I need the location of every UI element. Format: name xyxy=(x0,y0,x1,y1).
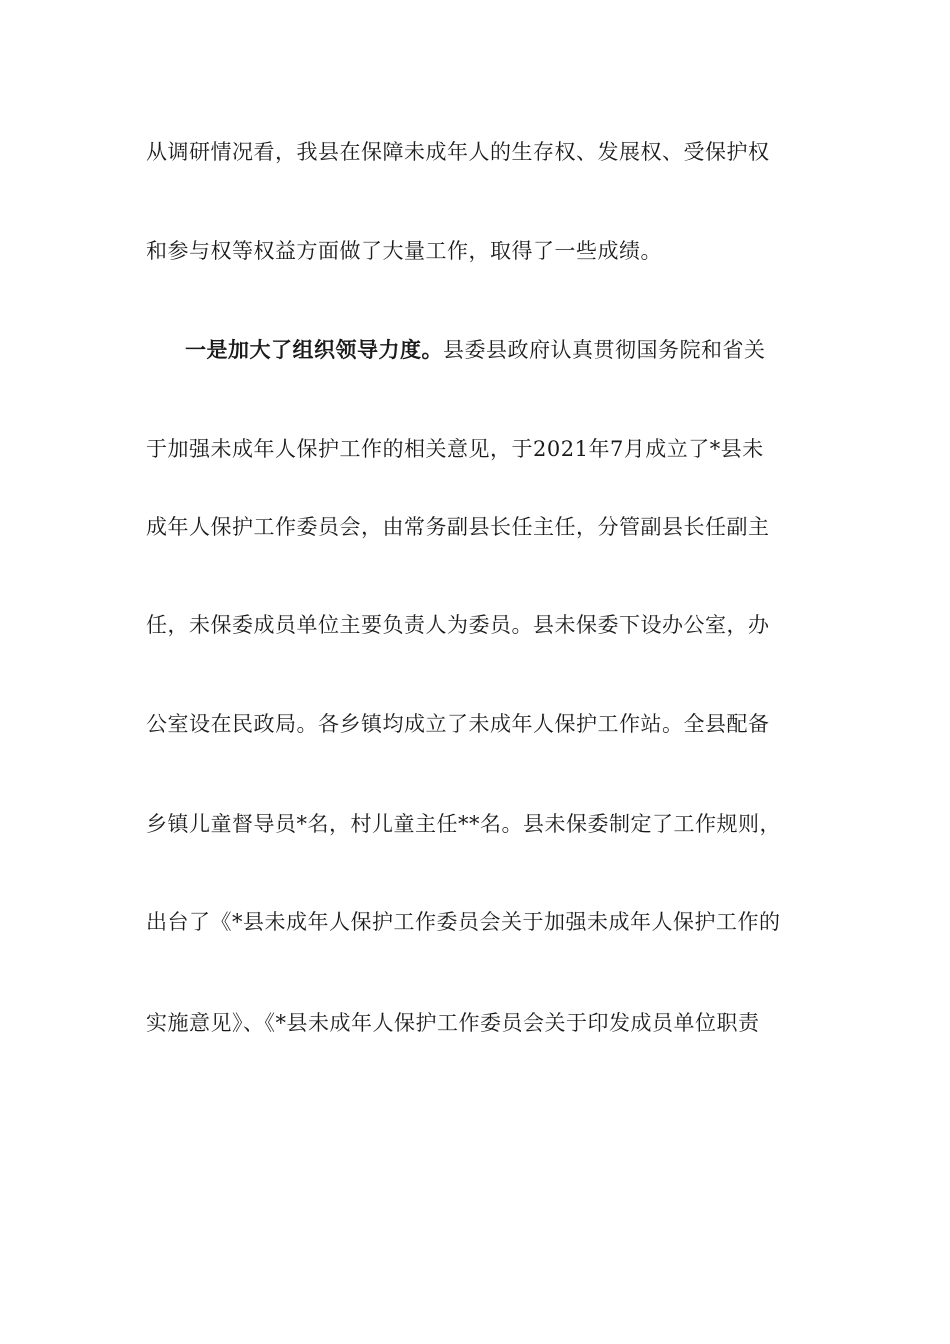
text-line-6: 任，未保委成员单位主要负责人为委员。县未保委下设办公室，办 xyxy=(146,613,770,637)
text-line-7: 公室设在民政局。各乡镇均成立了未成年人保护工作站。全县配备 xyxy=(146,712,770,736)
text-line-2: 和参与权等权益方面做了大量工作，取得了一些成绩。 xyxy=(146,239,662,263)
text-line-8: 乡镇儿童督导员*名，村儿童主任**名。县未保委制定了工作规则， xyxy=(146,812,781,836)
text-line-9: 出台了《*县未成年人保护工作委员会关于加强未成年人保护工作的 xyxy=(146,910,781,934)
text-line-3 xyxy=(185,335,805,365)
text-line-10: 实施意见》、《*县未成年人保护工作委员会关于印发成员单位职责 xyxy=(146,1011,760,1035)
paragraph-text: 县委县政府认真贯彻国务院和省关 xyxy=(443,338,766,362)
text-line-4: 于加强未成年人保护工作的相关意见，于2021年7月成立了*县未 xyxy=(146,437,764,461)
text-line-5: 成年人保护工作委员会，由常务副县长任主任，分管副县长任副主 xyxy=(146,515,770,539)
paragraph-heading: 一是加大了组织领导力度。 xyxy=(185,337,443,362)
text-line-1: 从调研情况看，我县在保障未成年人的生存权、发展权、受保护权 xyxy=(146,140,770,164)
